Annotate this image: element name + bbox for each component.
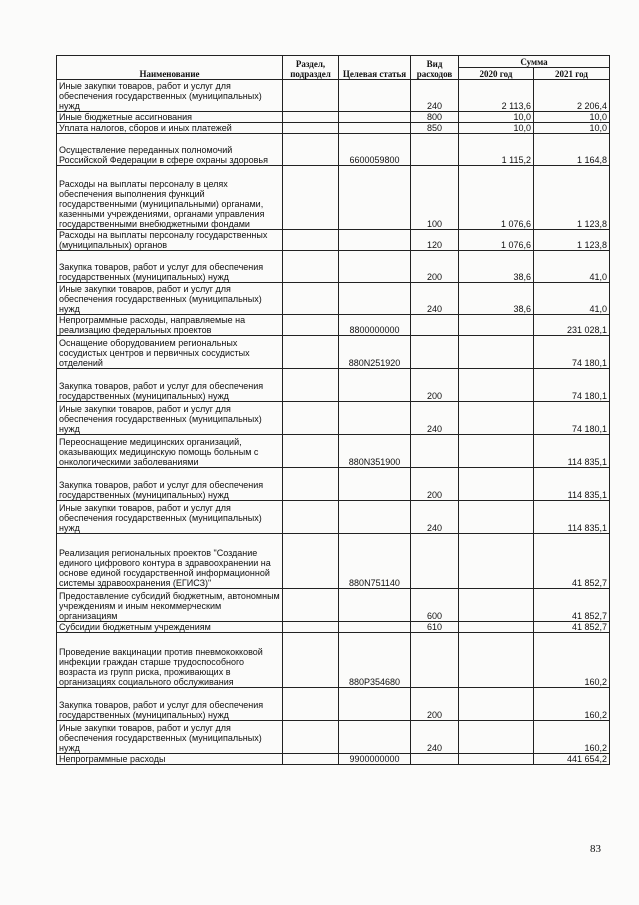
table-cell-2020: 1 076,6 [459,230,534,251]
table-cell-2021: 114 835,1 [534,501,610,534]
table-cell-type [411,754,459,765]
table-cell-name: Субсидии бюджетным учреждениям [57,622,283,633]
table-cell-target [339,468,411,501]
table-cell-2021: 41 852,7 [534,589,610,622]
table-cell-2021: 10,0 [534,123,610,134]
table-row [57,589,610,622]
table-cell-target [339,402,411,435]
table-cell-section [283,123,339,134]
table-cell-2020 [459,622,534,633]
table-row [57,501,610,534]
table-row [57,435,610,468]
table-cell-section [283,369,339,402]
table-cell-2021: 41 852,7 [534,534,610,589]
table-cell-section [283,112,339,123]
table-cell-2021: 74 180,1 [534,402,610,435]
table-cell-type [411,633,459,688]
table-cell-2021: 2 206,4 [534,80,610,112]
table-cell-name: Иные закупки товаров, работ и услуг для обеспечения государственных (муниципальных) нужд [57,501,283,534]
table-cell-type: 600 [411,589,459,622]
table-cell-target [339,166,411,230]
table-row [57,112,610,123]
table-cell-type [411,315,459,336]
table-cell-name: Иные закупки товаров, работ и услуг для обеспечения государственных (муниципальных) нужд [57,283,283,315]
table-cell-2020: 10,0 [459,123,534,134]
table-cell-section [283,468,339,501]
table-cell-type [411,435,459,468]
table-cell-type: 850 [411,123,459,134]
table-cell-2021: 231 028,1 [534,315,610,336]
table-cell-2020 [459,336,534,369]
header-section: Раздел, подраздел [283,56,339,80]
table-cell-name: Закупка товаров, работ и услуг для обеспечения государственных (муниципальных) нужд [57,688,283,721]
table-cell-name: Реализация региональных проектов "Создание единого цифрового контура в здравоохранении на основе единой государственной информационной системы здравоохранения (ЕГИСЗ)" [57,534,283,589]
table-cell-2021: 41,0 [534,283,610,315]
table-cell-section [283,166,339,230]
table-cell-2021: 74 180,1 [534,336,610,369]
table-cell-type: 800 [411,112,459,123]
table-row [57,80,610,112]
table-cell-2021: 41 852,7 [534,622,610,633]
table-row [57,534,610,589]
table-row [57,402,610,435]
table-cell-2020: 1 115,2 [459,134,534,166]
table-cell-target [339,721,411,754]
table-cell-section [283,633,339,688]
table-cell-target [339,80,411,112]
table-cell-name: Расходы на выплаты персоналу государственных (муниципальных) органов [57,230,283,251]
table-cell-section [283,589,339,622]
table-cell-2021: 1 123,8 [534,166,610,230]
table-cell-type: 240 [411,721,459,754]
table-cell-2021: 160,2 [534,633,610,688]
table-cell-type: 120 [411,230,459,251]
table-cell-name: Непрограммные расходы, направляемые на реализацию федеральных проектов [57,315,283,336]
table-cell-2020: 2 113,6 [459,80,534,112]
table-cell-name: Иные закупки товаров, работ и услуг для обеспечения государственных (муниципальных) нужд [57,721,283,754]
table-cell-target [339,369,411,402]
table-cell-type [411,134,459,166]
table-cell-type [411,534,459,589]
table-cell-name: Уплата налогов, сборов и иных платежей [57,123,283,134]
table-row [57,468,610,501]
table-cell-2020 [459,534,534,589]
table-cell-section [283,534,339,589]
table-cell-2020 [459,754,534,765]
table-cell-target: 880N351900 [339,435,411,468]
table-cell-name: Расходы на выплаты персоналу в целях обеспечения выполнения функций государственными (муниципальными) органами, казенными учреждениями, органами управления государственными внебюджетными фондами [57,166,283,230]
table-cell-type: 240 [411,283,459,315]
table-cell-2020 [459,589,534,622]
table-cell-2020 [459,315,534,336]
table-cell-section [283,501,339,534]
table-cell-type: 100 [411,166,459,230]
table-cell-target [339,251,411,283]
table-cell-target [339,622,411,633]
table-cell-2020 [459,402,534,435]
table-row [57,134,610,166]
header-name: Наименование [57,56,283,80]
table-cell-2021: 1 164,8 [534,134,610,166]
table-cell-2021: 10,0 [534,112,610,123]
table-cell-2020 [459,435,534,468]
table-cell-target: 8800000000 [339,315,411,336]
table-cell-target [339,688,411,721]
table-row [57,123,610,134]
table-cell-2021: 160,2 [534,721,610,754]
table-row [57,633,610,688]
table-cell-target: 880N751140 [339,534,411,589]
header-sum: Сумма [459,56,610,68]
table-cell-2021: 114 835,1 [534,468,610,501]
header-2021: 2021 год [534,68,610,80]
table-cell-target [339,283,411,315]
table-row [57,336,610,369]
table-cell-section [283,80,339,112]
budget-table [56,55,610,765]
header-type: Вид расходов [411,56,459,80]
page-number: 83 [590,843,601,855]
table-cell-target [339,501,411,534]
table-cell-target: 9900000000 [339,754,411,765]
table-cell-type: 240 [411,402,459,435]
table-cell-2020: 38,6 [459,283,534,315]
table-cell-type: 240 [411,501,459,534]
table-row [57,622,610,633]
table-row [57,721,610,754]
table-row [57,369,610,402]
table-cell-2021: 74 180,1 [534,369,610,402]
table-cell-target [339,112,411,123]
table-cell-2021: 1 123,8 [534,230,610,251]
table-row [57,283,610,315]
table-cell-type: 200 [411,468,459,501]
table-cell-target [339,123,411,134]
table-cell-section [283,721,339,754]
table-row [57,230,610,251]
table-cell-name: Иные закупки товаров, работ и услуг для обеспечения государственных (муниципальных) нужд [57,402,283,435]
table-cell-2020 [459,688,534,721]
table-cell-2020 [459,468,534,501]
table-cell-name: Осуществление переданных полномочий Российской Федерации в сфере охраны здоровья [57,134,283,166]
header-target: Целевая статья [339,56,411,80]
table-cell-2020: 1 076,6 [459,166,534,230]
table-cell-section [283,251,339,283]
table-cell-type: 610 [411,622,459,633]
table-cell-name: Иные закупки товаров, работ и услуг для обеспечения государственных (муниципальных) нужд [57,80,283,112]
header-2020: 2020 год [459,68,534,80]
table-row [57,315,610,336]
table-cell-2020: 38,6 [459,251,534,283]
table-cell-section [283,134,339,166]
table-body [57,80,610,765]
table-cell-2021: 41,0 [534,251,610,283]
table-cell-2020 [459,633,534,688]
table-cell-name: Оснащение оборудованием региональных сосудистых центров и первичных сосудистых отделений [57,336,283,369]
table-row [57,754,610,765]
table-cell-section [283,688,339,721]
table-cell-section [283,230,339,251]
table-cell-2021: 441 654,2 [534,754,610,765]
table-cell-2021: 160,2 [534,688,610,721]
table-cell-section [283,435,339,468]
table-cell-section [283,754,339,765]
table-cell-type: 200 [411,688,459,721]
table-cell-name: Закупка товаров, работ и услуг для обеспечения государственных (муниципальных) нужд [57,369,283,402]
table-cell-target [339,589,411,622]
table-cell-section [283,315,339,336]
table-cell-2020 [459,501,534,534]
table-cell-2020 [459,721,534,754]
table-cell-type: 200 [411,369,459,402]
table-cell-2021: 114 835,1 [534,435,610,468]
table-cell-name: Проведение вакцинации против пневмококковой инфекции граждан старше трудоспособного возраста из групп риска, проживающих в организациях социального обслуживания [57,633,283,688]
table-cell-target [339,230,411,251]
table-cell-target: 6600059800 [339,134,411,166]
table-cell-section [283,402,339,435]
table-cell-type: 240 [411,80,459,112]
table-row [57,251,610,283]
table-cell-type [411,336,459,369]
table-cell-section [283,283,339,315]
table-cell-2020 [459,369,534,402]
table-cell-section [283,336,339,369]
table-row [57,166,610,230]
table-cell-name: Непрограммные расходы [57,754,283,765]
table-cell-section [283,622,339,633]
table-cell-name: Предоставление субсидий бюджетным, автономным учреждениям и иным некоммерческим организациям [57,589,283,622]
table-cell-type: 200 [411,251,459,283]
table-cell-target: 880N251920 [339,336,411,369]
table-cell-name: Закупка товаров, работ и услуг для обеспечения государственных (муниципальных) нужд [57,468,283,501]
table-cell-target: 880P354680 [339,633,411,688]
table-cell-2020: 10,0 [459,112,534,123]
table-cell-name: Иные бюджетные ассигнования [57,112,283,123]
table-row [57,688,610,721]
table-cell-name: Переоснащение медицинских организаций, оказывающих медицинскую помощь больным с онкологическими заболеваниями [57,435,283,468]
table-cell-name: Закупка товаров, работ и услуг для обеспечения государственных (муниципальных) нужд [57,251,283,283]
